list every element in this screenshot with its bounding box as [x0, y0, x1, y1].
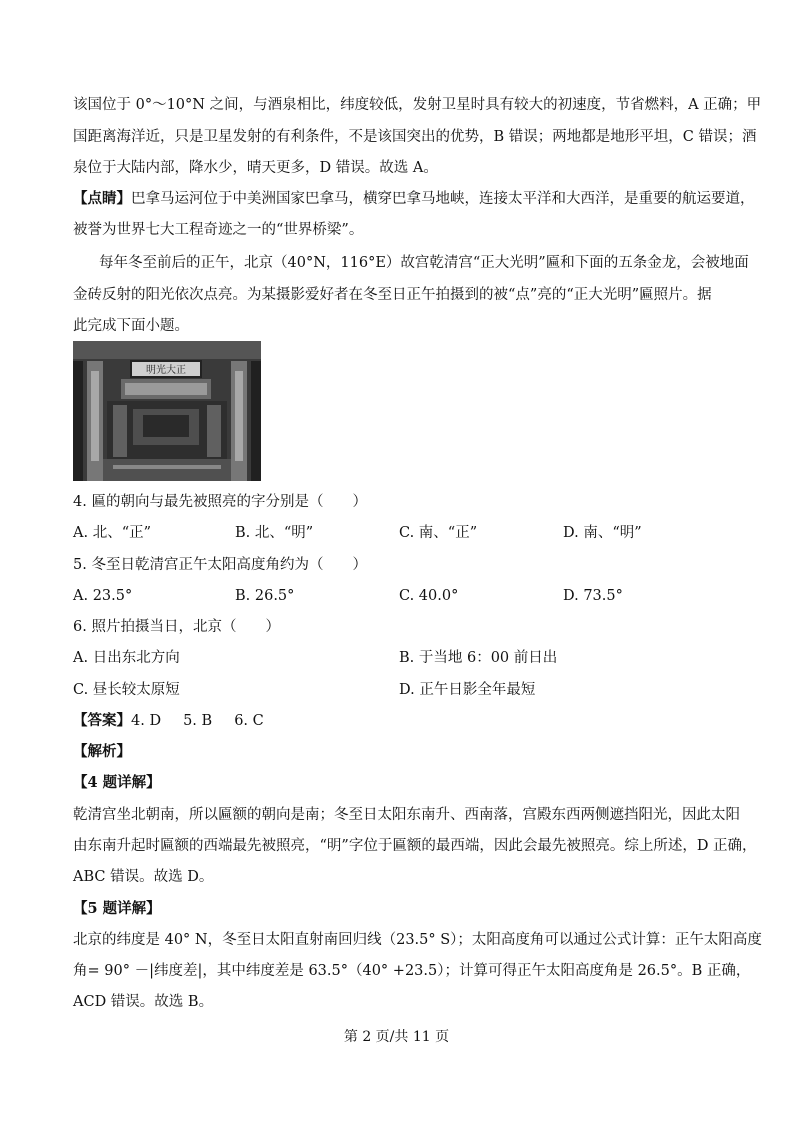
dianjing-line-2: 被誉为世界七大工程奇迹之一的“世界桥梁”。 — [73, 222, 364, 238]
detail-5-line-1: 北京的纬度是 40° N，冬至日太阳直射南回归线（23.5° S）；太阳高度角可以通过公式计算：正午太阳高度 — [73, 932, 762, 948]
q5-option-c: C. 40.0° — [399, 588, 459, 604]
detail-5-label: 【5 题详解】 — [73, 900, 161, 917]
plaque-photo-image — [73, 341, 261, 481]
detail-5-line-3: ACD 错误。故选 B。 — [73, 994, 214, 1010]
answer-label: 【答案】 — [73, 712, 131, 729]
q4-option-c: C. 南、“正” — [399, 525, 478, 541]
intro-line-1: 该国位于 0°～10°N 之间，与酒泉相比，纬度较低，发射卫星时具有较大的初速度，节省燃料，A 正确；甲 — [73, 97, 762, 113]
q6-option-a: A. 日出东北方向 — [73, 650, 180, 666]
question-6-stem: 6. 照片拍摄当日，北京（ ） — [73, 619, 280, 635]
plaque-text: 明光大正 — [146, 365, 186, 376]
answer-5: 5. B — [183, 713, 213, 729]
answer-4: 4. D — [131, 713, 162, 729]
detail-4-label: 【4 题详解】 — [73, 774, 161, 791]
q5-option-b: B. 26.5° — [235, 588, 295, 604]
passage-line-3: 此完成下面小题。 — [73, 318, 189, 334]
jiexi-label: 【解析】 — [73, 743, 131, 760]
zhengdaguangming-plaque-photo — [73, 341, 261, 481]
q5-option-d: D. 73.5° — [563, 588, 623, 604]
q4-option-d: D. 南、“明” — [563, 525, 642, 541]
answer-6: 6. C — [234, 713, 264, 729]
detail-4-line-1: 乾清宫坐北朝南，所以匾额的朝向是南；冬至日太阳东南升、西南落，宫殿东西两侧遮挡阳光，因此太阳 — [73, 807, 740, 823]
dianjing-text-1: 巴拿马运河位于中美洲国家巴拿马，横穿巴拿马地峡，连接太平洋和大西洋，是重要的航运要道， — [131, 191, 755, 207]
question-5-stem: 5. 冬至日乾清宫正午太阳高度角约为（ ） — [73, 557, 367, 573]
passage-line-1: 每年冬至前后的正午，北京（40°N，116°E）故宫乾清宫“正大光明”匾和下面的五条金龙，会被地面 — [99, 255, 749, 271]
q4-option-a: A. 北、“正” — [73, 525, 152, 541]
question-4-stem: 4. 匾的朝向与最先被照亮的字分别是（ ） — [73, 494, 367, 510]
intro-line-3: 泉位于大陆内部，降水少，晴天更多，D 错误。故选 A。 — [73, 160, 438, 176]
intro-line-2: 国距离海洋近，只是卫星发射的有利条件，不是该国突出的优势，B 错误；两地都是地形平坦，C 错误；酒 — [73, 129, 757, 145]
answer-line — [73, 711, 733, 731]
q6-option-d: D. 正午日影全年最短 — [399, 682, 536, 698]
dianjing-label: 【点睛】 — [73, 190, 131, 207]
passage-line-2: 金砖反射的阳光依次点亮。为某摄影爱好者在冬至日正午拍摄到的被“点”亮的“正大光明”匾照片。据 — [73, 287, 712, 303]
q6-option-b: B. 于当地 6：00 前日出 — [399, 650, 558, 666]
q5-option-a: A. 23.5° — [73, 588, 133, 604]
detail-4-line-2: 由东南升起时匾额的西端最先被照亮，“明”字位于匾额的最西端，因此会最先被照亮。综上所述，D 正确， — [73, 838, 757, 854]
detail-5-line-2: 角= 90° －|纬度差|，其中纬度差是 63.5°（40° +23.5）；计算可得正午太阳高度角是 26.5°。B 正确， — [73, 963, 751, 979]
detail-4-line-3: ABC 错误。故选 D。 — [73, 869, 214, 885]
page-footer: 第 2 页/共 11 页 — [343, 1029, 450, 1045]
q4-option-b: B. 北、“明” — [235, 525, 314, 541]
q6-option-c: C. 昼长较太原短 — [73, 682, 180, 698]
dianjing-line-1 — [73, 189, 755, 209]
